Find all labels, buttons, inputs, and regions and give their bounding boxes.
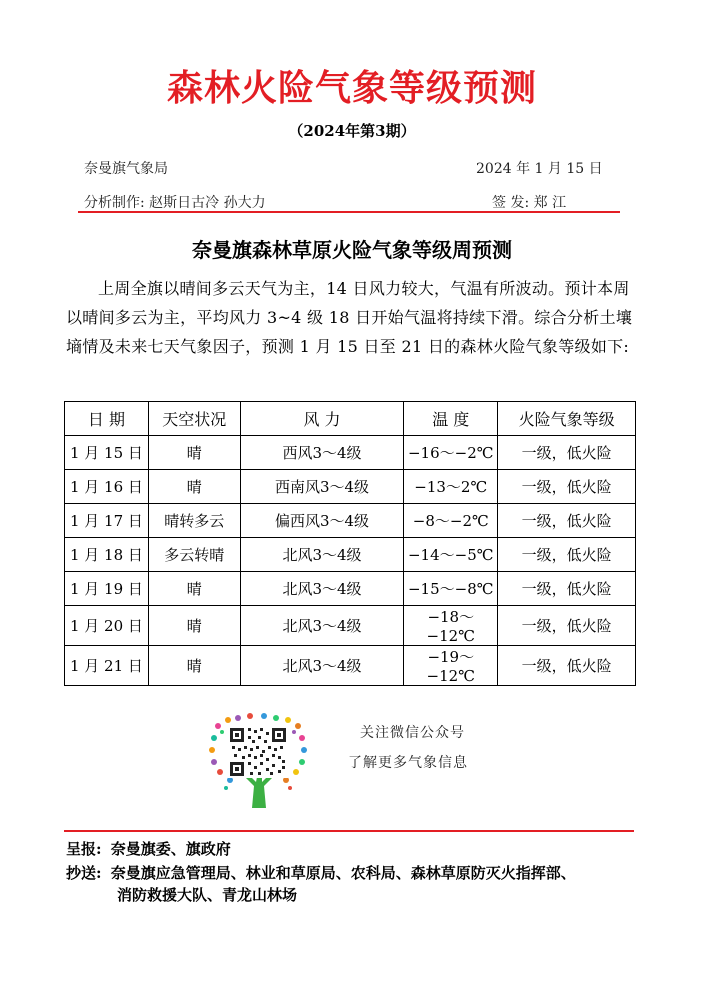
report-recipients: 奈曼旗委、旗政府 — [110, 840, 231, 858]
cell-date: 1 月 18 日 — [65, 538, 149, 572]
cell-fire-risk: 一级，低火险 — [498, 538, 636, 572]
cell-sky: 晴 — [148, 606, 240, 646]
copy-label: 抄送: — [66, 864, 102, 882]
header-wind: 风 力 — [240, 402, 404, 436]
signer: 签 发: 郑 江 — [492, 195, 567, 211]
cell-temperature: −16～−2℃ — [404, 436, 498, 470]
table-row — [65, 470, 636, 504]
cell-wind: 北风3～4级 — [240, 606, 404, 646]
issue-number: （2024年第3期） — [288, 122, 416, 140]
table-row — [65, 436, 636, 470]
cell-fire-risk: 一级，低火险 — [498, 572, 636, 606]
cell-fire-risk: 一级，低火险 — [498, 436, 636, 470]
table-row — [65, 572, 636, 606]
cell-sky: 晴 — [148, 572, 240, 606]
issuer: 奈曼旗气象局 — [84, 161, 168, 177]
cell-temperature: −8～−2℃ — [404, 504, 498, 538]
qr-caption-follow: 关注微信公众号 — [360, 725, 465, 741]
cell-date: 1 月 15 日 — [65, 436, 149, 470]
qr-code-tree-icon — [206, 712, 310, 816]
section-heading: 奈曼旗森林草原火险气象等级周预测 — [192, 238, 512, 262]
cell-fire-risk: 一级，低火险 — [498, 646, 636, 686]
cell-temperature: −19～−12℃ — [404, 646, 498, 686]
header-sky: 天空状况 — [148, 402, 240, 436]
qr-caption-info: 了解更多气象信息 — [348, 755, 468, 771]
cell-sky: 晴 — [148, 646, 240, 686]
cell-date: 1 月 17 日 — [65, 504, 149, 538]
cell-wind: 西风3～4级 — [240, 436, 404, 470]
cell-date: 1 月 21 日 — [65, 646, 149, 686]
cell-wind: 偏西风3～4级 — [240, 504, 404, 538]
cell-wind: 北风3～4级 — [240, 646, 404, 686]
cell-wind: 西南风3～4级 — [240, 470, 404, 504]
copy-recipients-1: 奈曼旗应急管理局、林业和草原局、农科局、森林草原防灭火指挥部、 — [110, 864, 576, 882]
table-row — [65, 538, 636, 572]
document-title: 森林火险气象等级预测 — [166, 68, 537, 109]
report-line — [66, 838, 231, 859]
cell-sky: 多云转晴 — [148, 538, 240, 572]
cell-wind: 北风3～4级 — [240, 538, 404, 572]
copy-recipients-2: 消防救援大队、青龙山林场 — [117, 886, 298, 904]
header-temperature: 温 度 — [404, 402, 498, 436]
cell-fire-risk: 一级，低火险 — [498, 470, 636, 504]
header-date: 日 期 — [65, 402, 149, 436]
issue-date: 2024 年 1 月 15 日 — [476, 161, 603, 177]
forecast-table — [64, 401, 636, 686]
report-label: 呈报: — [66, 840, 102, 858]
copy-line — [66, 862, 576, 883]
analysts: 分析制作: 赵斯日古冷 孙大力 — [84, 195, 266, 211]
header-divider — [78, 211, 620, 213]
cell-fire-risk: 一级，低火险 — [498, 504, 636, 538]
cell-date: 1 月 19 日 — [65, 572, 149, 606]
footer-divider — [64, 830, 634, 832]
cell-wind: 北风3～4级 — [240, 572, 404, 606]
cell-sky: 晴转多云 — [148, 504, 240, 538]
cell-date: 1 月 20 日 — [65, 606, 149, 646]
cell-temperature: −13～2℃ — [404, 470, 498, 504]
cell-temperature: −15～−8℃ — [404, 572, 498, 606]
cell-sky: 晴 — [148, 436, 240, 470]
table-header-row — [65, 402, 636, 436]
cell-temperature: −14～−5℃ — [404, 538, 498, 572]
cell-temperature: −18～−12℃ — [404, 606, 498, 646]
cell-date: 1 月 16 日 — [65, 470, 149, 504]
cell-sky: 晴 — [148, 470, 240, 504]
header-fire-risk: 火险气象等级 — [498, 402, 636, 436]
summary-paragraph: 上周全旗以晴间多云天气为主，14 日风力较大，气温有所波动。预计本周以晴间多云为主，平均风力 3~4 级 18 日开始气温将持续下滑。综合分析土壤墒情及未来七天气象因子，预测 1 月 15 日至 21 日的森林火险气象等级如下: — [66, 279, 633, 356]
table-row — [65, 606, 636, 646]
table-row — [65, 646, 636, 686]
cell-fire-risk: 一级，低火险 — [498, 606, 636, 646]
table-row — [65, 504, 636, 538]
